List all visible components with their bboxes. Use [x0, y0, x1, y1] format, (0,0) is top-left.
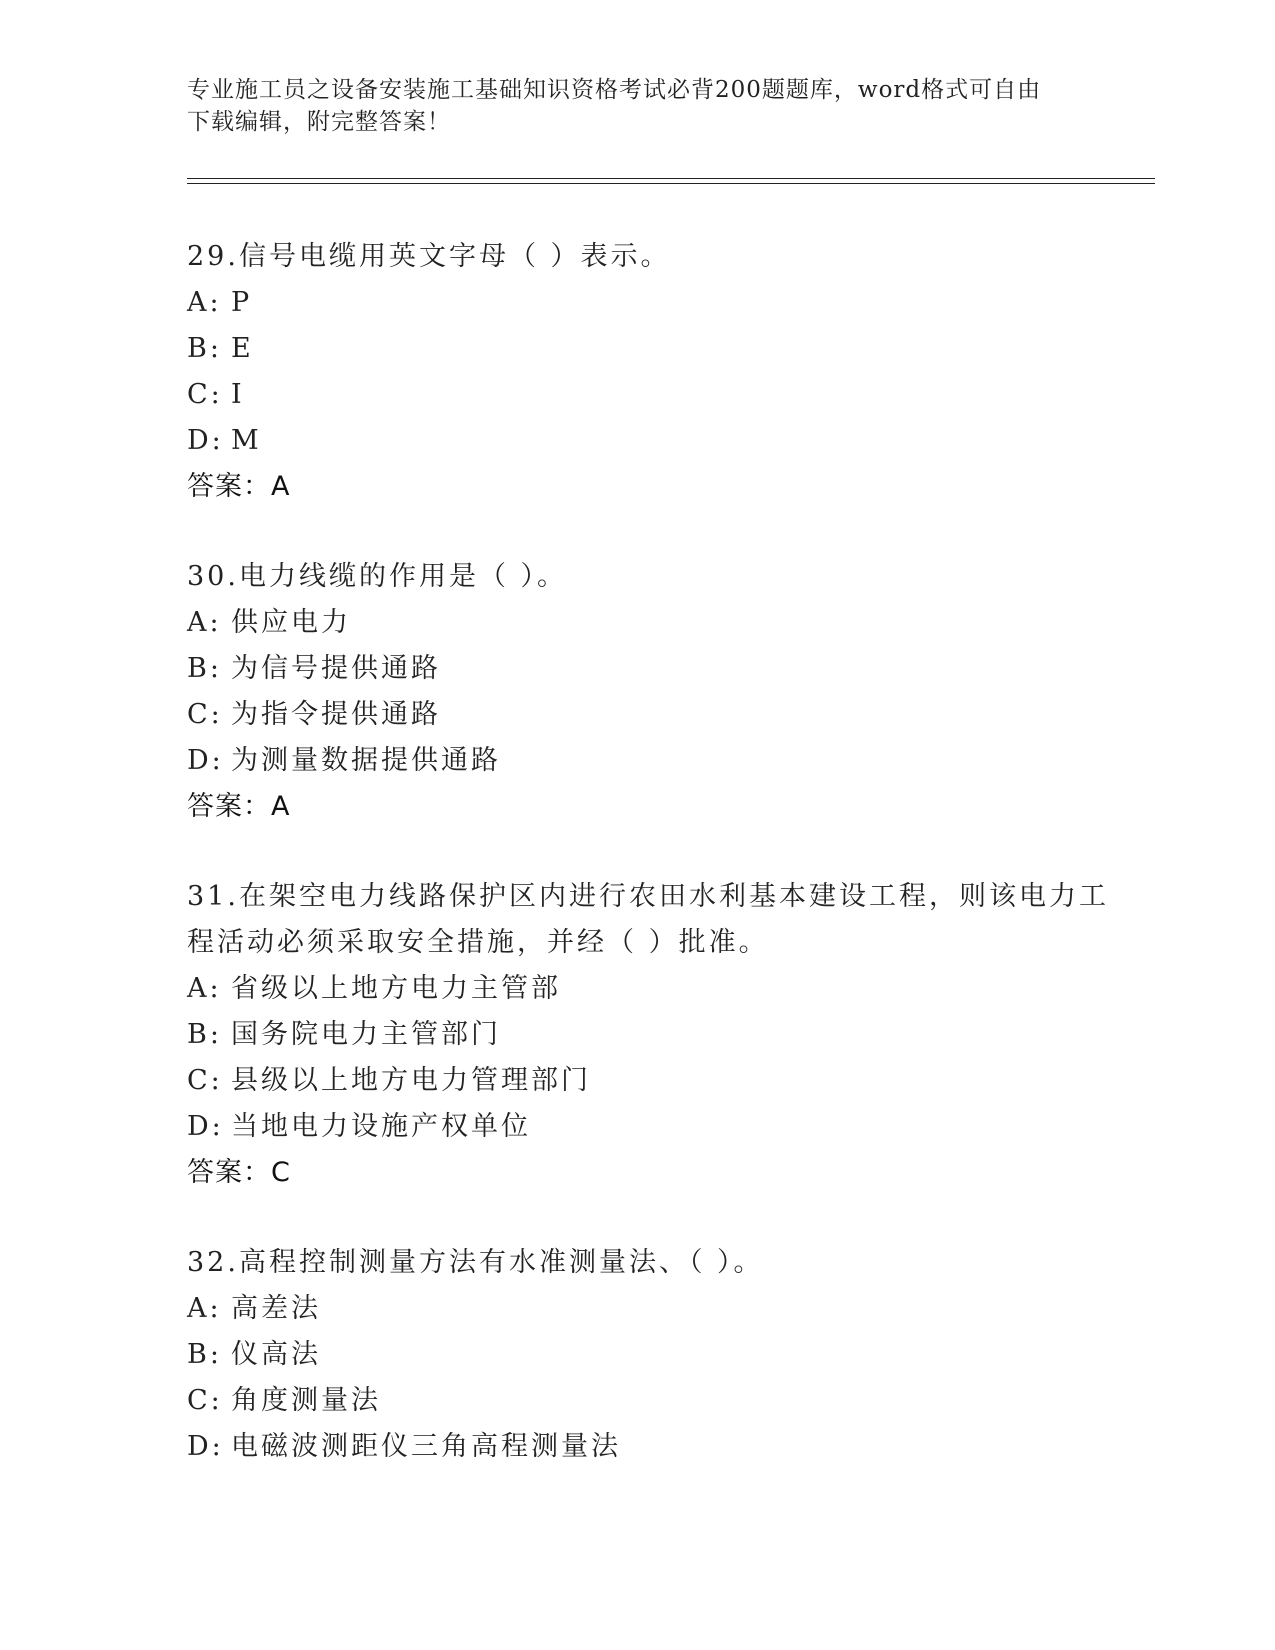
option-label: B: [187, 1019, 222, 1050]
option-label: B: [187, 333, 222, 364]
option-text: 为指令提供通路 [231, 699, 441, 730]
option-b [187, 1332, 1087, 1378]
question-29 [187, 234, 1087, 510]
option-text: P [231, 287, 253, 318]
option-label: C: [187, 699, 223, 730]
question-stem: 29.信号电缆用英文字母（ ）表示。 [187, 241, 671, 272]
option-label: A: [187, 973, 222, 1004]
option-a [187, 966, 1087, 1012]
option-label: C: [187, 1385, 223, 1416]
option-d [187, 1424, 1087, 1470]
question-31 [187, 874, 1109, 1196]
option-label: D: [187, 745, 224, 776]
option-text: 电磁波测距仪三角高程测量法 [231, 1431, 621, 1462]
option-text: 当地电力设施产权单位 [231, 1111, 531, 1142]
option-label: D: [187, 425, 224, 456]
option-b [187, 326, 1087, 372]
header-line-1: 专业施工员之设备安装施工基础知识资格考试必背200题题库，word格式可自由 [187, 77, 1042, 103]
question-stem: 32.高程控制测量方法有水准测量法、（ ）。 [187, 1247, 764, 1278]
option-b [187, 646, 1087, 692]
option-c [187, 372, 1087, 418]
header-line-2: 下载编辑，附完整答案！ [187, 109, 451, 135]
option-text: I [231, 379, 245, 410]
option-text: 角度测量法 [231, 1385, 381, 1416]
option-d [187, 738, 1087, 784]
option-a [187, 280, 1087, 326]
option-label: A: [187, 287, 222, 318]
option-text: 为信号提供通路 [231, 653, 441, 684]
option-b [187, 1012, 1087, 1058]
answer-line: 答案：A [187, 791, 291, 822]
option-label: C: [187, 1065, 223, 1096]
option-text: 仪高法 [231, 1339, 321, 1370]
option-text: 国务院电力主管部门 [231, 1019, 501, 1050]
option-text: 县级以上地方电力管理部门 [231, 1065, 591, 1096]
header-divider-bottom [187, 183, 1155, 184]
option-text: 高差法 [231, 1293, 321, 1324]
option-c [187, 692, 1087, 738]
option-label: A: [187, 1293, 222, 1324]
header-divider-top [187, 178, 1155, 179]
question-30 [187, 554, 1087, 830]
question-32 [187, 1240, 1087, 1470]
option-text: 为测量数据提供通路 [231, 745, 501, 776]
option-label: D: [187, 1431, 224, 1462]
question-stem-line-2: 程活动必须采取安全措施，并经（ ）批准。 [187, 927, 769, 958]
option-text: 省级以上地方电力主管部 [231, 973, 561, 1004]
document-header [187, 74, 1087, 138]
option-label: D: [187, 1111, 224, 1142]
option-label: B: [187, 1339, 222, 1370]
option-text: M [231, 425, 262, 456]
option-d [187, 418, 1087, 464]
option-d [187, 1104, 1087, 1150]
option-c [187, 1378, 1087, 1424]
option-text: E [231, 333, 254, 364]
option-text: 供应电力 [231, 607, 351, 638]
option-label: A: [187, 607, 222, 638]
answer-line: 答案：C [187, 1157, 291, 1188]
question-stem: 30.电力线缆的作用是（ ）。 [187, 561, 568, 592]
option-c [187, 1058, 1087, 1104]
option-label: C: [187, 379, 223, 410]
question-stem-line-1: 31.在架空电力线路保护区内进行农田水利基本建设工程，则该电力工 [187, 881, 1109, 912]
option-a [187, 600, 1087, 646]
option-label: B: [187, 653, 222, 684]
option-a [187, 1286, 1087, 1332]
answer-line: 答案：A [187, 471, 291, 502]
